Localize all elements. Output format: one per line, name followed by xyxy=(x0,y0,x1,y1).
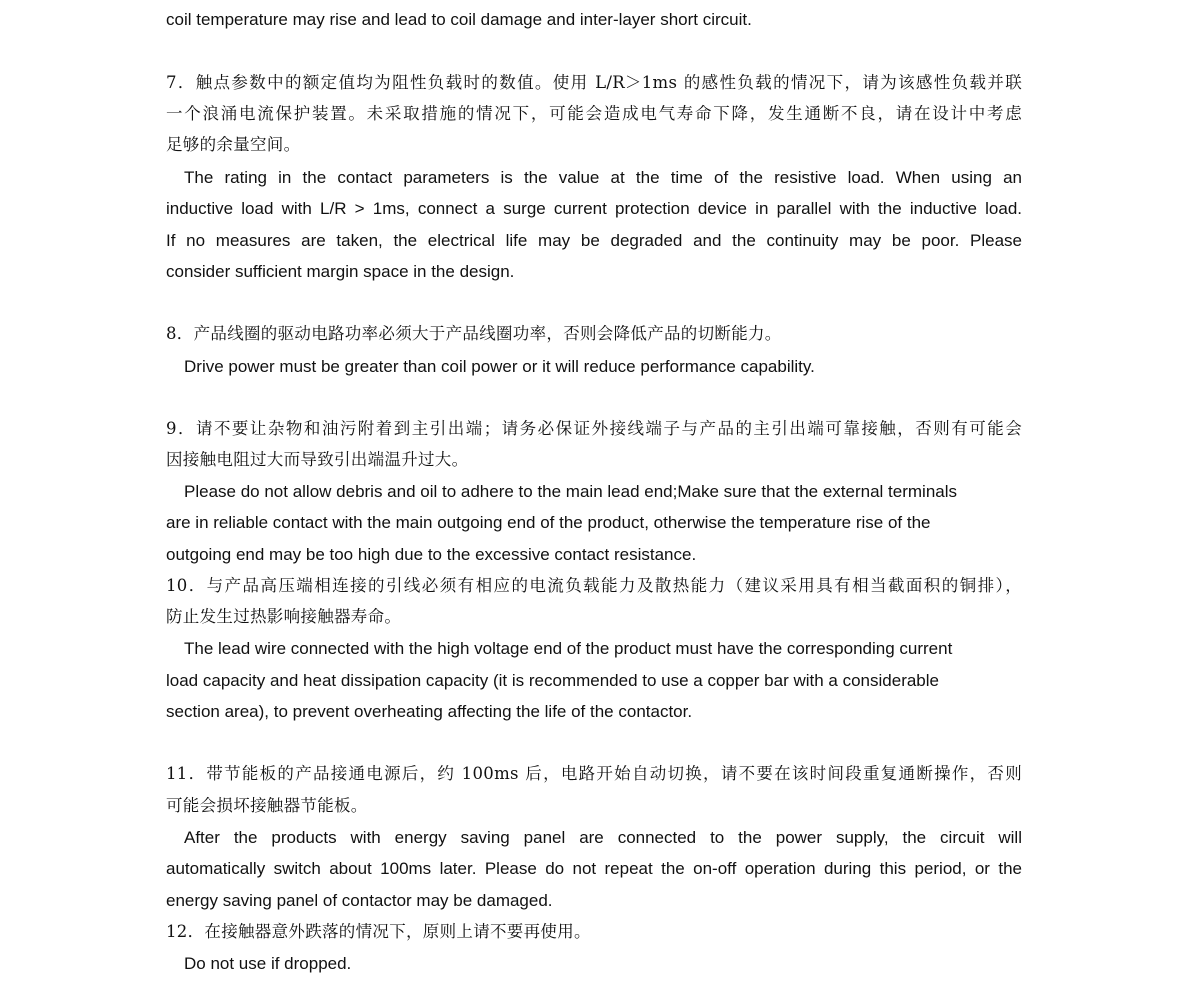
item11-zh-line-2: 可能会损坏接触器节能板。 xyxy=(166,796,368,815)
item11-en-line-2: automatically switch about 100ms later. Please do not repeat the on-off operation during this period, or the xyxy=(166,859,1022,878)
item10-zh-line-2: 防止发生过热影响接触器寿命。 xyxy=(166,607,402,626)
item10-en-line-3: section area), to prevent overheating affecting the life of the contactor. xyxy=(166,702,693,721)
item11-en-line-1: After the products with energy saving panel are connected to the power supply, the circuit will xyxy=(184,828,1022,847)
item7-en-line-3: If no measures are taken, the electrical life may be degraded and the continuity may be poor. Please xyxy=(166,231,1022,250)
item11-en-line-3: energy saving panel of contactor may be damaged. xyxy=(166,891,553,910)
item9-en-line-2: are in reliable contact with the main outgoing end of the product, otherwise the temperature rise of the xyxy=(166,513,931,532)
continuation-text: coil temperature may rise and lead to coil damage and inter-layer short circuit. xyxy=(166,10,752,29)
item7-en-line-4: consider sufficient margin space in the design. xyxy=(166,262,515,281)
item9-en-line-3: outgoing end may be too high due to the excessive contact resistance. xyxy=(166,545,697,564)
item7-zh-line-2: 一个浪涌电流保护装置。未采取措施的情况下，可能会造成电气寿命下降，发生通断不良，请在设计中考虑 xyxy=(166,104,1022,123)
item9-en-line-1: Please do not allow debris and oil to adhere to the main lead end;Make sure that the external terminals xyxy=(184,482,958,501)
item8-en-line-1: Drive power must be greater than coil power or it will reduce performance capability. xyxy=(184,357,815,376)
item10-en-line-2: load capacity and heat dissipation capacity (it is recommended to use a copper bar with a considerable xyxy=(166,671,939,690)
item7-en-line-2: inductive load with L/R > 1ms, connect a surge current protection device in parallel with the inductive load. xyxy=(166,199,1022,218)
item12-en-line-1: Do not use if dropped. xyxy=(184,954,352,973)
item12-zh-line-1: 12．在接触器意外跌落的情况下，原则上请不要再使用。 xyxy=(166,922,591,941)
item7-zh-line-3: 足够的余量空间。 xyxy=(166,135,301,154)
item9-zh-line-2: 因接触电阻过大而导致引出端温升过大。 xyxy=(166,450,469,469)
item9-zh-line-1: 9．请不要让杂物和油污附着到主引出端；请务必保证外接线端子与产品的主引出端可靠接触，否则有可能会 xyxy=(166,419,1022,438)
item10-en-line-1: The lead wire connected with the high voltage end of the product must have the corresponding current xyxy=(184,639,953,658)
item10-zh-line-1: 10．与产品高压端相连接的引线必须有相应的电流负载能力及散热能力（建议采用具有相当截面积的铜排）， xyxy=(166,576,1022,595)
item7-zh-line-1: 7．触点参数中的额定值均为阻性负载时的数值。使用 L/R＞1ms 的感性负载的情况下，请为该感性负载并联 xyxy=(166,73,1022,92)
item7-en-line-1: The rating in the contact parameters is the value at the time of the resistive load. When using an xyxy=(184,168,1022,187)
item8-zh-line-1: 8．产品线圈的驱动电路功率必须大于产品线圈功率，否则会降低产品的切断能力。 xyxy=(166,324,782,343)
item11-zh-line-1: 11．带节能板的产品接通电源后，约 100ms 后，电路开始自动切换，请不要在该时间段重复通断操作，否则 xyxy=(166,764,1022,783)
